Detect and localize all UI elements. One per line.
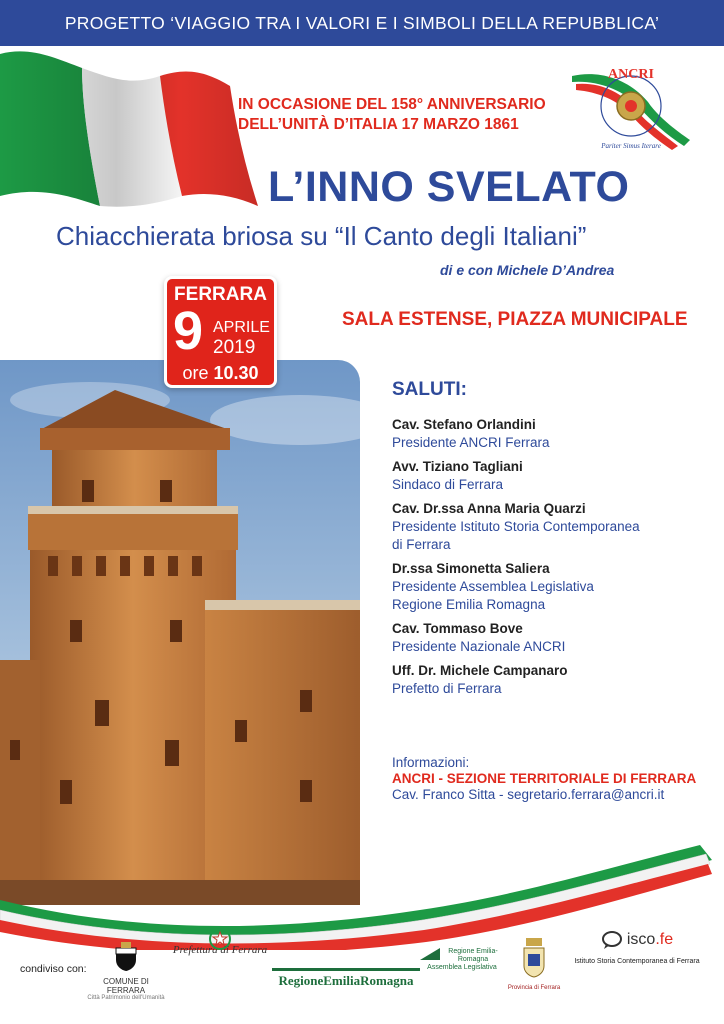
footer-sponsors (0, 920, 724, 1024)
date-day: 9 (173, 301, 204, 361)
isco-suffix: .fe (655, 931, 674, 948)
sponsor-provincia-ferrara (505, 938, 563, 991)
speaker-role: Presidente Nazionale ANCRI (392, 639, 566, 654)
speaker-item (392, 662, 712, 698)
project-banner-text: PROGETTO ‘VIAGGIO TRA I VALORI E I SIMBOLI DELLA REPUBBLICA’ (64, 12, 660, 33)
sponsor-regione-emilia-romagna (272, 968, 420, 989)
info-block (392, 755, 712, 803)
assemblea-label-2: Assemblea Legislativa (427, 964, 497, 971)
shared-with-label: condiviso con: (20, 963, 87, 975)
italian-flag-image (0, 46, 260, 216)
sponsor-prefettura (170, 928, 270, 956)
prefettura-label: Prefettura di Ferrara (172, 944, 268, 956)
event-author: di e con Michele D’Andrea (440, 262, 615, 278)
speaker-item (392, 620, 712, 656)
date-time-value: 10.30 (213, 363, 259, 383)
speaker-role: Sindaco di Ferrara (392, 477, 504, 492)
speaker-name: Avv. Tiziano Tagliani (392, 459, 523, 474)
date-month: APRILE (213, 319, 270, 336)
sponsor-comune-ferrara (86, 942, 166, 1001)
info-contact: Cav. Franco Sitta - segretario.ferrara@ancri.it (392, 787, 665, 802)
provincia-crest-icon (522, 938, 546, 978)
speaker-item (392, 458, 712, 494)
speaker-role: Presidente ANCRI Ferrara (392, 435, 550, 450)
comune-ferrara-sub: Città Patrimonio dell'Umanità (87, 995, 165, 1001)
speaker-list (392, 416, 712, 704)
speaker-name: Cav. Stefano Orlandini (392, 417, 536, 432)
event-title: L’INNO SVELATO (268, 163, 630, 211)
saluti-heading: SALUTI: (392, 379, 467, 400)
date-city: FERRARA (174, 284, 267, 305)
date-time-prefix: ore (182, 363, 209, 383)
isco-label: Istituto Storia Contemporanea di Ferrara (574, 958, 700, 965)
republic-emblem-icon (209, 928, 231, 950)
speaker-role: Presidente Assemblea Legislativa (392, 579, 594, 594)
speaker-name: Cav. Tommaso Bove (392, 621, 523, 636)
speaker-role-line-2: di Ferrara (392, 537, 451, 552)
comune-ferrara-label: COMUNE DI FERRARA (103, 977, 149, 995)
anniversary-line-2: DELL’UNITÀ D’ITALIA 17 MARZO 1861 (238, 116, 519, 133)
date-time (167, 363, 274, 384)
speaker-role: Prefetto di Ferrara (392, 681, 502, 696)
isco-word: isco (626, 931, 656, 948)
assemblea-mark-icon (420, 948, 440, 960)
anniversary-line-1: IN OCCASIONE DEL 158° ANNIVERSARIO (238, 96, 546, 113)
assemblea-label-1: Regione Emilia-Romagna (448, 948, 498, 963)
event-subtitle: Chiacchierata briosa su “Il Canto degli Italiani” (56, 221, 587, 251)
info-label: Informazioni: (392, 755, 470, 770)
anniversary-text (238, 95, 558, 135)
ancri-logo-motto: Pariter Simus Iterare (601, 142, 661, 150)
provincia-label: Provincia di Ferrara (507, 985, 561, 991)
speaker-item (392, 560, 712, 614)
speaker-role-line-2: Regione Emilia Romagna (392, 597, 546, 612)
ancri-logo (568, 62, 694, 157)
speaker-item (392, 416, 712, 452)
speaker-name: Uff. Dr. Michele Campanaro (392, 663, 568, 678)
comune-ferrara-crest-icon (113, 942, 139, 972)
sponsor-assemblea-legislativa (420, 948, 504, 972)
castello-estense-photo (0, 360, 360, 905)
event-date-badge (164, 276, 277, 388)
info-organization: ANCRI - SEZIONE TERRITORIALE DI FERRARA (392, 771, 697, 786)
event-venue: SALA ESTENSE, PIAZZA MUNICIPALE (342, 309, 688, 330)
speaker-name: Cav. Dr.ssa Anna Maria Quarzi (392, 501, 586, 516)
project-banner (0, 0, 724, 46)
ancri-logo-name: ANCRI (608, 67, 654, 82)
date-year: 2019 (213, 337, 256, 358)
speaker-role: Presidente Istituto Storia Contemporanea (392, 519, 640, 534)
sponsor-isco-fe (562, 930, 712, 965)
speech-bubble-icon (601, 930, 623, 950)
speaker-name: Dr.ssa Simonetta Saliera (392, 561, 550, 576)
regione-label: RegioneEmiliaRomagna (278, 973, 414, 988)
speaker-item (392, 500, 712, 554)
isco-wordmark (627, 931, 673, 949)
